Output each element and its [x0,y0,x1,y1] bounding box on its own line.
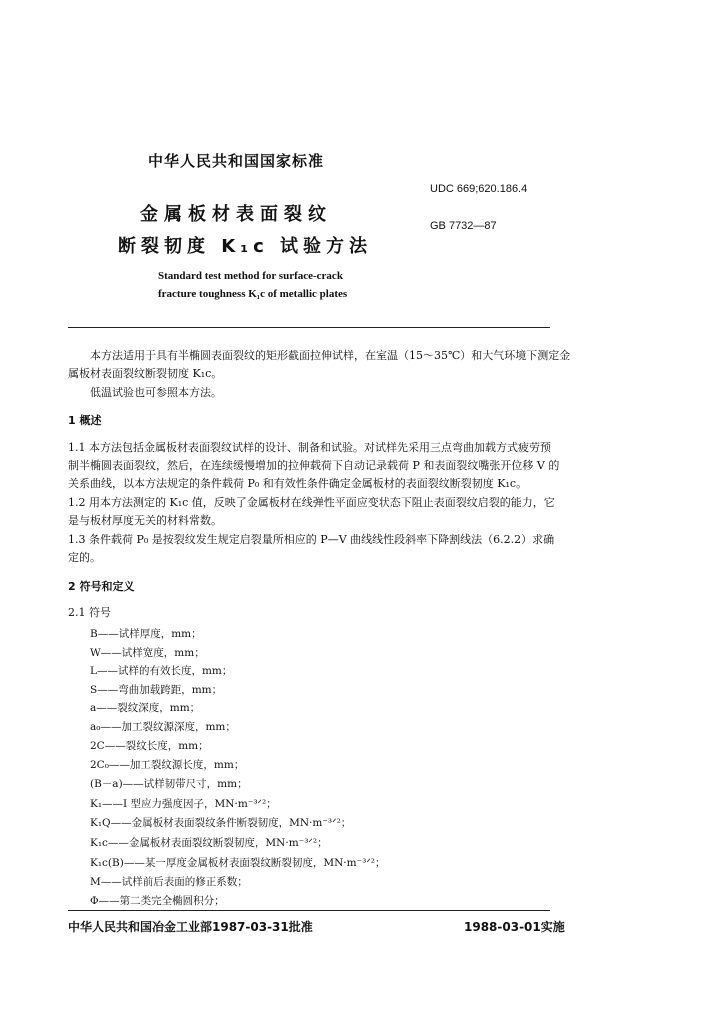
english-title-line2: fracture toughness K₁c of metallic plates [158,288,348,300]
symbol-list-item: 2C——裂纹长度，mm； [90,740,209,752]
english-title-line1: Standard test method for surface-crack [158,270,343,282]
national-standard-heading: 中华人民共和国国家标准 [148,152,325,170]
document-title-line1: 金属板材表面裂纹 [140,204,332,225]
section1-item1-line1: 1.1 本方法包括金属板材表面裂纹试样的设计、制备和试验。对试样先采用三点弯曲加载方式疲劳预 [68,441,551,454]
symbol-list-item: L——试样的有效长度，mm； [90,665,233,677]
udc-code: UDC 669;620.186.4 [430,183,528,195]
intro-paragraph-line1: 本方法适用于具有半椭圆表面裂纹的矩形截面拉伸试样，在室温（15～35℃）和大气环境下测定金 [90,349,571,362]
section1-item1-line2: 制半椭圆表面裂纹，然后，在连续缓慢增加的拉伸载荷下自动记录载荷 P 和表面裂纹嘴张开位移 V 的 [68,459,560,472]
symbol-list-item: K₁c(B)——某一厚度金属板材表面裂纹断裂韧度，MN·m⁻³ᐟ²； [90,857,386,869]
symbol-list-item: (B－a)——试样韧带尺寸，mm； [90,778,248,790]
approval-line: 中华人民共和国冶金工业部1987-03-31批准 [68,920,313,934]
intro-paragraph-line2: 属板材表面裂纹断裂韧度 K₁c。 [68,367,223,380]
symbol-list-item: Φ——第二类完全椭圆积分； [90,895,225,907]
effective-date: 1988-03-01实施 [464,920,565,934]
section2-1-heading: 2.1 符号 [68,606,111,619]
symbol-list-item: 2C₀——加工裂纹源长度，mm； [90,759,245,771]
header-rule [68,327,550,328]
symbol-list-item: a₀——加工裂纹源深度，mm； [90,721,236,733]
section1-heading: 1 概述 [68,414,102,427]
symbol-list-item: B——试样厚度，mm； [90,628,202,640]
symbol-list-item: K₁Q——金属板材表面裂纹条件断裂韧度，MN·m⁻³ᐟ²； [90,817,352,829]
section2-heading: 2 符号和定义 [68,580,135,593]
document-title-line2: 断裂韧度 K₁c 试验方法 [118,236,373,257]
symbol-list-item: M——试样前后表面的修正系数； [90,876,248,888]
footer-rule [68,910,550,911]
section1-item3-line1: 1.3 条件载荷 P₀ 是按裂纹发生规定启裂量所相应的 P—V 曲线线性段斜率下降割线法（6.2.2）求确 [68,533,555,546]
intro-paragraph-2: 低温试验也可参照本方法。 [90,386,222,399]
symbol-list-item: a——裂纹深度，mm； [90,702,201,714]
symbol-list-item: K₁c——金属板材表面裂纹断裂韧度，MN·m⁻³ᐟ²； [90,837,328,849]
section1-item2-line2: 是与板材厚度无关的材料常数。 [68,514,222,527]
symbol-list-item: S——弯曲加载跨距，mm； [90,684,223,696]
gb-number: GB 7732—87 [430,220,497,232]
symbol-list-item: K₁——I 型应力强度因子，MN·m⁻³ᐟ²； [90,798,277,810]
section1-item1-line3: 关系曲线，以本方法规定的条件载荷 P₀ 和有效性条件确定金属板材的表面裂纹断裂韧度 K₁c。 [68,477,528,490]
section1-item3-line2: 定的。 [68,551,101,564]
symbol-list-item: W——试样宽度，mm； [90,647,205,659]
section1-item2-line1: 1.2 用本方法测定的 K₁c 值，反映了金属板材在线弹性平面应变状态下阻止表面裂纹启裂的能力，它 [68,496,555,509]
